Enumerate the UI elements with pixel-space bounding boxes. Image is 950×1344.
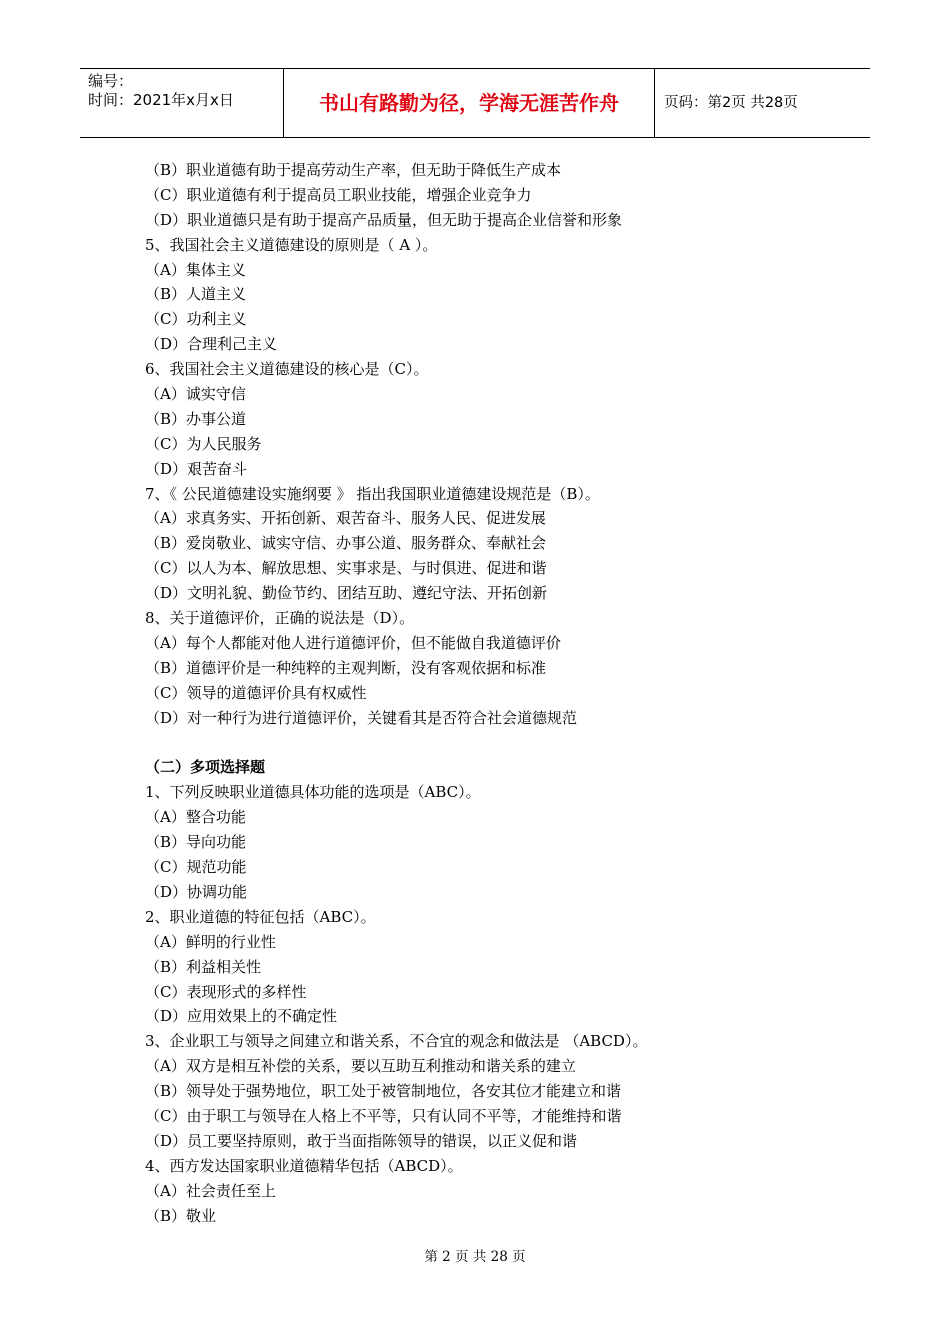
text-line: （B）敬业: [145, 1206, 217, 1225]
text-line: （B）利益相关性: [145, 957, 262, 976]
text-line: （B）职业道德有助于提高劳动生产率，但无助于降低生产成本: [145, 161, 562, 179]
text-line: （C）表现形式的多样性: [145, 982, 307, 1001]
text-line: （B）导向功能: [145, 833, 247, 852]
text-line: （D）员工要坚持原则，敢于当面指陈领导的错误，以正义促和谐: [145, 1131, 578, 1150]
text-line: （C）规范功能: [145, 858, 247, 877]
text-line: （C）功利主义: [145, 310, 247, 329]
text-line: （C）领导的道德评价具有权威性: [145, 683, 367, 702]
text-line: （B）办事公道: [145, 409, 247, 428]
text-line: （A）社会责任至上: [145, 1181, 276, 1200]
text-line: （D）职业道德只是有助于提高产品质量，但无助于提高企业信誉和形象: [145, 210, 623, 229]
text-line: （C）以人为本、解放思想、实事求是、与时俱进、促进和谐: [145, 559, 547, 578]
question-5: 5、我国社会主义道德建设的原则是（ A ）。: [145, 235, 438, 254]
page-footer: 第 2 页 共 28 页: [424, 1249, 526, 1265]
text-line: （A）集体主义: [145, 260, 246, 279]
text-line: （B）人道主义: [145, 285, 247, 304]
question-6: 6、我国社会主义道德建设的核心是（C）。: [145, 360, 429, 379]
header-meta: [80, 69, 283, 137]
text-line: （C）为人民服务: [145, 434, 262, 453]
text-line: （A）鲜明的行业性: [145, 932, 276, 951]
text-line: （A）求真务实、开拓创新、艰苦奋斗、服务人民、促进发展: [145, 509, 546, 528]
page-header: [80, 68, 870, 138]
question-m1: 1、下列反映职业道德具体功能的选项是（ABC）。: [145, 783, 481, 802]
text-line: （D）对一种行为进行道德评价，关键看其是否符合社会道德规范: [145, 708, 578, 727]
header-page-info: 页码：第2页 共28页: [664, 95, 798, 111]
header-motto: 书山有路勤为径，学海无涯苦作舟: [283, 69, 655, 137]
text-line: （C）职业道德有利于提高员工职业技能，增强企业竞争力: [145, 185, 532, 204]
serial-label: 编号：: [88, 72, 134, 90]
question-7: 7、《 公民道德建设实施纲要 》 指出我国职业道德建设规范是（B）。: [145, 484, 600, 503]
text-line: （C）由于职工与领导在人格上不平等，只有认同不平等，才能维持和谐: [145, 1106, 622, 1125]
text-line: （D）艰苦奋斗: [145, 459, 248, 478]
document-body: [145, 158, 885, 1228]
text-line: （D）协调功能: [145, 882, 248, 901]
time-label: 时间：2021年x月x日: [88, 91, 234, 109]
text-line: （D）合理利己主义: [145, 335, 278, 354]
text-line: （A）诚实守信: [145, 385, 246, 404]
text-line: （A）双方是相互补偿的关系，要以互助互利推动和谐关系的建立: [145, 1057, 576, 1076]
question-m4: 4、西方发达国家职业道德精华包括（ABCD）。: [145, 1156, 463, 1175]
text-line: （D）应用效果上的不确定性: [145, 1007, 338, 1026]
section-heading-multiple-choice: （二）多项选择题: [145, 758, 266, 777]
text-line: （B）道德评价是一种纯粹的主观判断，没有客观依据和标准: [145, 658, 547, 677]
text-line: （B）领导处于强势地位，职工处于被管制地位，各安其位才能建立和谐: [145, 1082, 622, 1101]
question-m3: 3、企业职工与领导之间建立和谐关系，不合宜的观念和做法是 （ABCD）。: [145, 1032, 648, 1051]
text-line: （A）整合功能: [145, 808, 246, 827]
text-line: （A）每个人都能对他人进行道德评价，但不能做自我道德评价: [145, 633, 561, 652]
text-line: （B）爱岗敬业、诚实守信、办事公道、服务群众、奉献社会: [145, 534, 547, 553]
question-8: 8、关于道德评价，正确的说法是（D）。: [145, 609, 415, 628]
text-line: （D）文明礼貌、勤俭节约、团结互助、遵纪守法、开拓创新: [145, 584, 548, 603]
question-m2: 2、职业道德的特征包括（ABC）。: [145, 907, 376, 926]
